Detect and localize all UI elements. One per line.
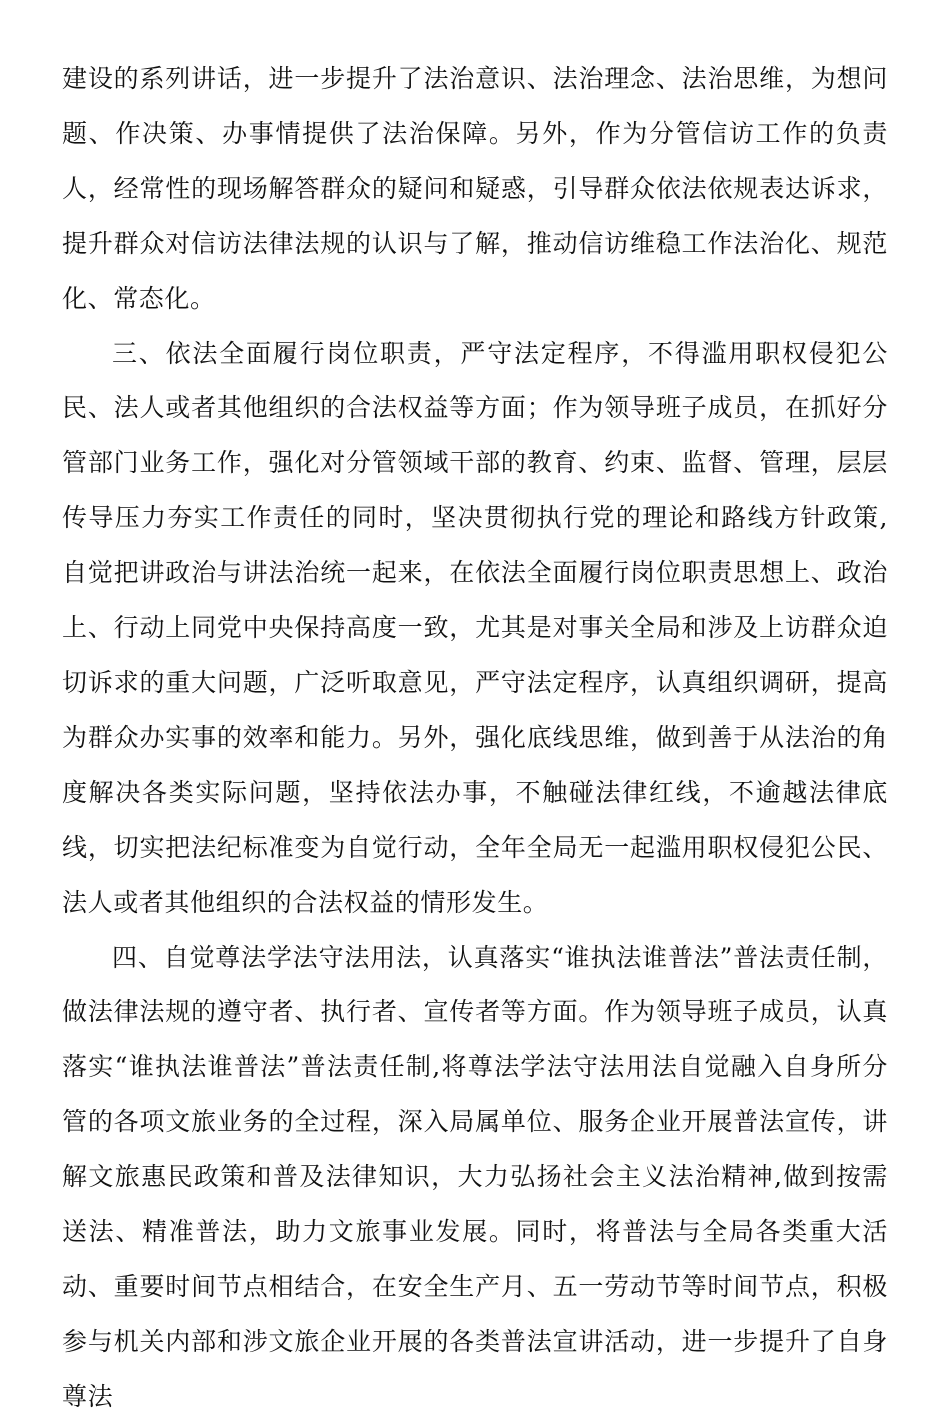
paragraph-section-four: 四、自觉尊法学法守法用法，认真落实“谁执法谁普法”普法责任制，做法律法规的遵守者、执行者、宣传者等方面。作为领导班子成员，认真落实“谁执法谁普法”普法责任制,将尊法学法守法用法自觉融入自身所分管的各项文旅业务的全过程，深入局属单位、服务企业开展普法宣传，讲解文旅惠民政策和普及法律知识，大力弘扬社会主义法治精神,做到按需送法、精准普法，助力文旅事业发展。同时，将普法与全局各类重大活动、重要时间节点相结合，在安全生产月、五一劳动节等时间节点，积极参与机关内部和涉文旅企业开展的各类普法宣讲活动，进一步提升了自身尊法	[62, 942, 888, 1411]
paragraph-section-three: 三、依法全面履行岗位职责，严守法定程序，不得滥用职权侵犯公民、法人或者其他组织的合法权益等方面；作为领导班子成员，在抓好分管部门业务工作，强化对分管领域干部的教育、约束、监督、管理，层层传导压力夯实工作责任的同时，坚决贯彻执行党的理论和路线方针政策,自觉把讲政治与讲法治统一起来，在依法全面履行岗位职责思想上、政治上、行动上同党中央保持高度一致，尤其是对事关全局和涉及上访群众迫切诉求的重大问题，广泛听取意见，严守法定程序，认真组织调研，提高为群众办实事的效率和能力。另外，强化底线思维，做到善于从法治的角度解决各类实际问题，坚持依法办事，不触碰法律红线，不逾越法律底线，切实把法纪标准变为自觉行动，全年全局无一起滥用职权侵犯公民、法人或者其他组织的合法权益的情形发生。	[62, 338, 888, 917]
document-page	[62, 52, 888, 1425]
paragraph-continuation: 建设的系列讲话，进一步提升了法治意识、法治理念、法治思维，为想问题、作决策、办事情提供了法治保障。另外，作为分管信访工作的负责人，经常性的现场解答群众的疑问和疑惑，引导群众依法依规表达诉求，提升群众对信访法律法规的认识与了解，推动信访维稳工作法治化、规范化、常态化。	[62, 64, 888, 313]
